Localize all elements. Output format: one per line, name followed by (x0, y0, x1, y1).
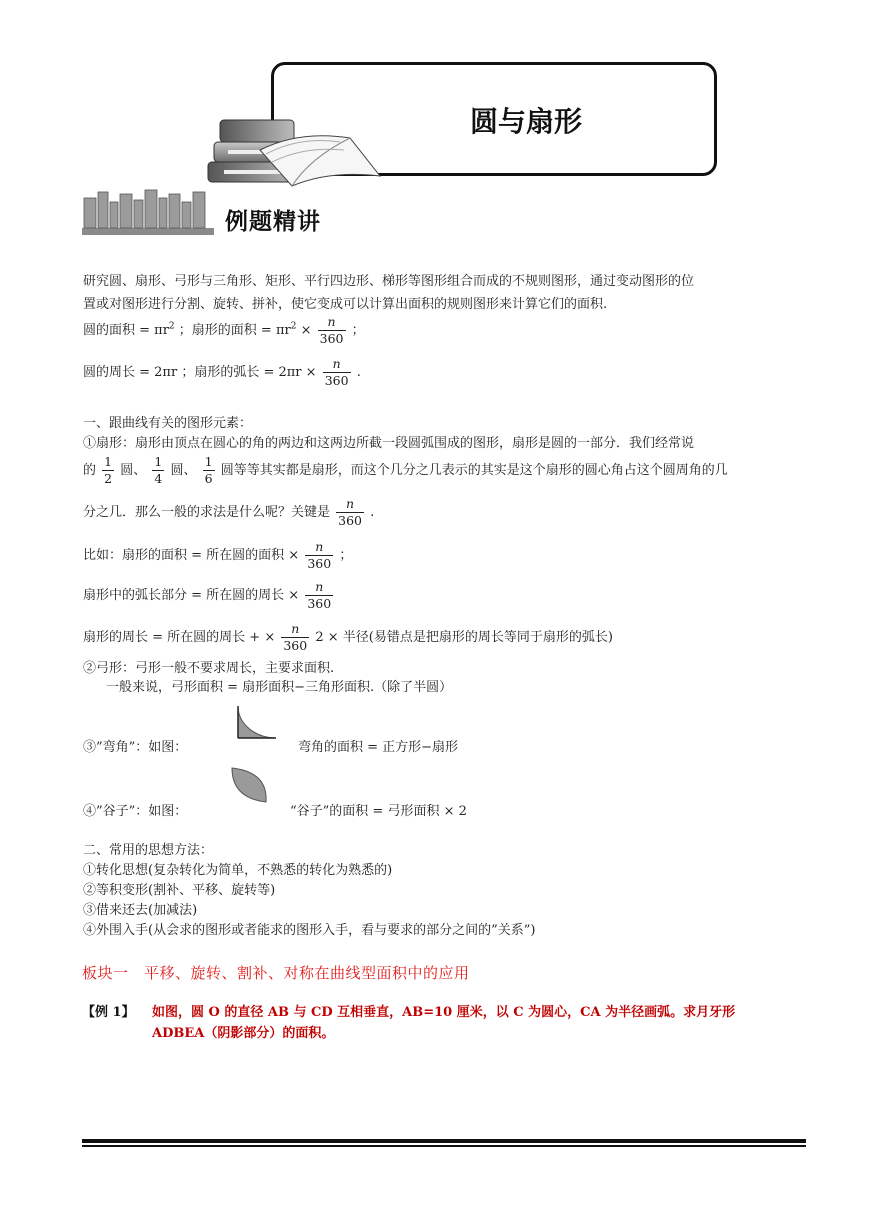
fraction-n-360: $\frac{n}{360}$ (307, 579, 332, 611)
sector-perimeter-line: 扇形的周长 = 所在圆的周长 + × $\frac{n}{360}$ 2 × 半径(易错点是把扇形的周长等同于扇形的弧长) (83, 621, 613, 653)
fraction-half: $\frac{1}{2}$ (104, 454, 113, 486)
methods-heading: 二、常用的思想方法： (83, 843, 214, 858)
fraction-n-360: $\frac{n}{360}$ (319, 314, 344, 346)
footer-rule (82, 1139, 806, 1143)
sector-line-1: ①扇形：扇形由顶点在圆心的角的两边和这两边所截一段圆弧围成的图形，扇形是圆的一部分．我们经常说 (83, 436, 695, 451)
method-item: ②等积变形(割补、平移、旋转等) (83, 883, 276, 898)
block-title: 板块一 平移、旋转、割补、对称在曲线型面积中的应用 (82, 964, 470, 982)
example-tag: 【例 1】 (82, 1005, 135, 1020)
sector-line-2: 的 $\frac{1}{2}$ 圆、 $\frac{1}{4}$ 圆、 $\frac{1}{6}$ 圆等等其实都是扇形，而这个几分之几表示的其实是这个扇形的圆心角占这个圆周角的几 (83, 454, 728, 486)
method-item: ③借来还去(加减法) (83, 903, 198, 918)
bookshelf-icon (82, 188, 214, 236)
leaf-formula: “谷子”的面积 = 弓形面积 × 2 (290, 804, 467, 819)
area-formula: 圆的面积 = $\pi r^2$ ；扇形的面积 = $\pi r^2$ × $\frac{n}{360}$ ； (83, 314, 365, 346)
corner-label: ③”弯角”：如图： (83, 740, 188, 755)
section-heading: 例题精讲 (225, 209, 321, 235)
intro-line-1: 研究圆、扇形、弓形与三角形、矩形、平行四边形、梯形等图形组合而成的不规则图形，通过变动图形的位 (83, 274, 695, 289)
corner-formula: 弯角的面积 = 正方形−扇形 (298, 740, 459, 755)
segment-line-1: ②弓形：弓形一般不要求周长，主要求面积. (83, 661, 335, 676)
elements-heading: 一、跟曲线有关的图形元素： (83, 416, 253, 431)
segment-line-2: 一般来说，弓形面积 = 扇形面积−三角形面积.（除了半圆） (106, 680, 453, 695)
stacked-books-icon (200, 110, 390, 190)
footer-rule-thin (82, 1145, 806, 1147)
fraction-n-360: $\frac{n}{360}$ (324, 356, 349, 388)
example-line-2: ADBEA（阴影部分）的面积。 (152, 1026, 335, 1041)
example-area-line: 比如：扇形的面积 = 所在圆的面积 × $\frac{n}{360}$ ； (83, 539, 353, 571)
fraction-n-360: $\frac{n}{360}$ (307, 539, 332, 571)
fraction-n-360: $\frac{n}{360}$ (283, 621, 308, 653)
fraction-n-360: $\frac{n}{360}$ (338, 496, 363, 528)
arc-part-line: 扇形中的弧长部分 = 所在圆的周长 × $\frac{n}{360}$ (83, 579, 332, 611)
intro-line-2: 置或对图形进行分割、旋转、拼补，使它变成可以计算出面积的规则图形来计算它们的面积. (83, 297, 608, 312)
corner-shape-figure (236, 704, 278, 740)
method-item: ①转化思想(复杂转化为简单，不熟悉的转化为熟悉的) (83, 863, 393, 878)
page-title: 圆与扇形 (470, 105, 583, 138)
leaf-label: ④”谷子”：如图： (83, 804, 188, 819)
fraction-sixth: $\frac{1}{6}$ (204, 454, 213, 486)
perimeter-formula: 圆的周长 = 2πr ；扇形的弧长 = 2πr × $\frac{n}{360}$ . (83, 356, 361, 388)
example-line-1: 如图，圆 O 的直径 AB 与 CD 互相垂直，AB=10 厘米，以 C 为圆心，CA 为半径画弧。求月牙形 (152, 1005, 736, 1020)
fraction-quarter: $\frac{1}{4}$ (154, 454, 163, 486)
method-item: ④外围入手(从会求的图形或者能求的图形入手，看与要求的部分之间的”关系”) (83, 923, 536, 938)
sector-line-3: 分之几．那么一般的求法是什么呢？关键是 $\frac{n}{360}$ . (83, 496, 375, 528)
leaf-shape-figure (228, 764, 270, 806)
